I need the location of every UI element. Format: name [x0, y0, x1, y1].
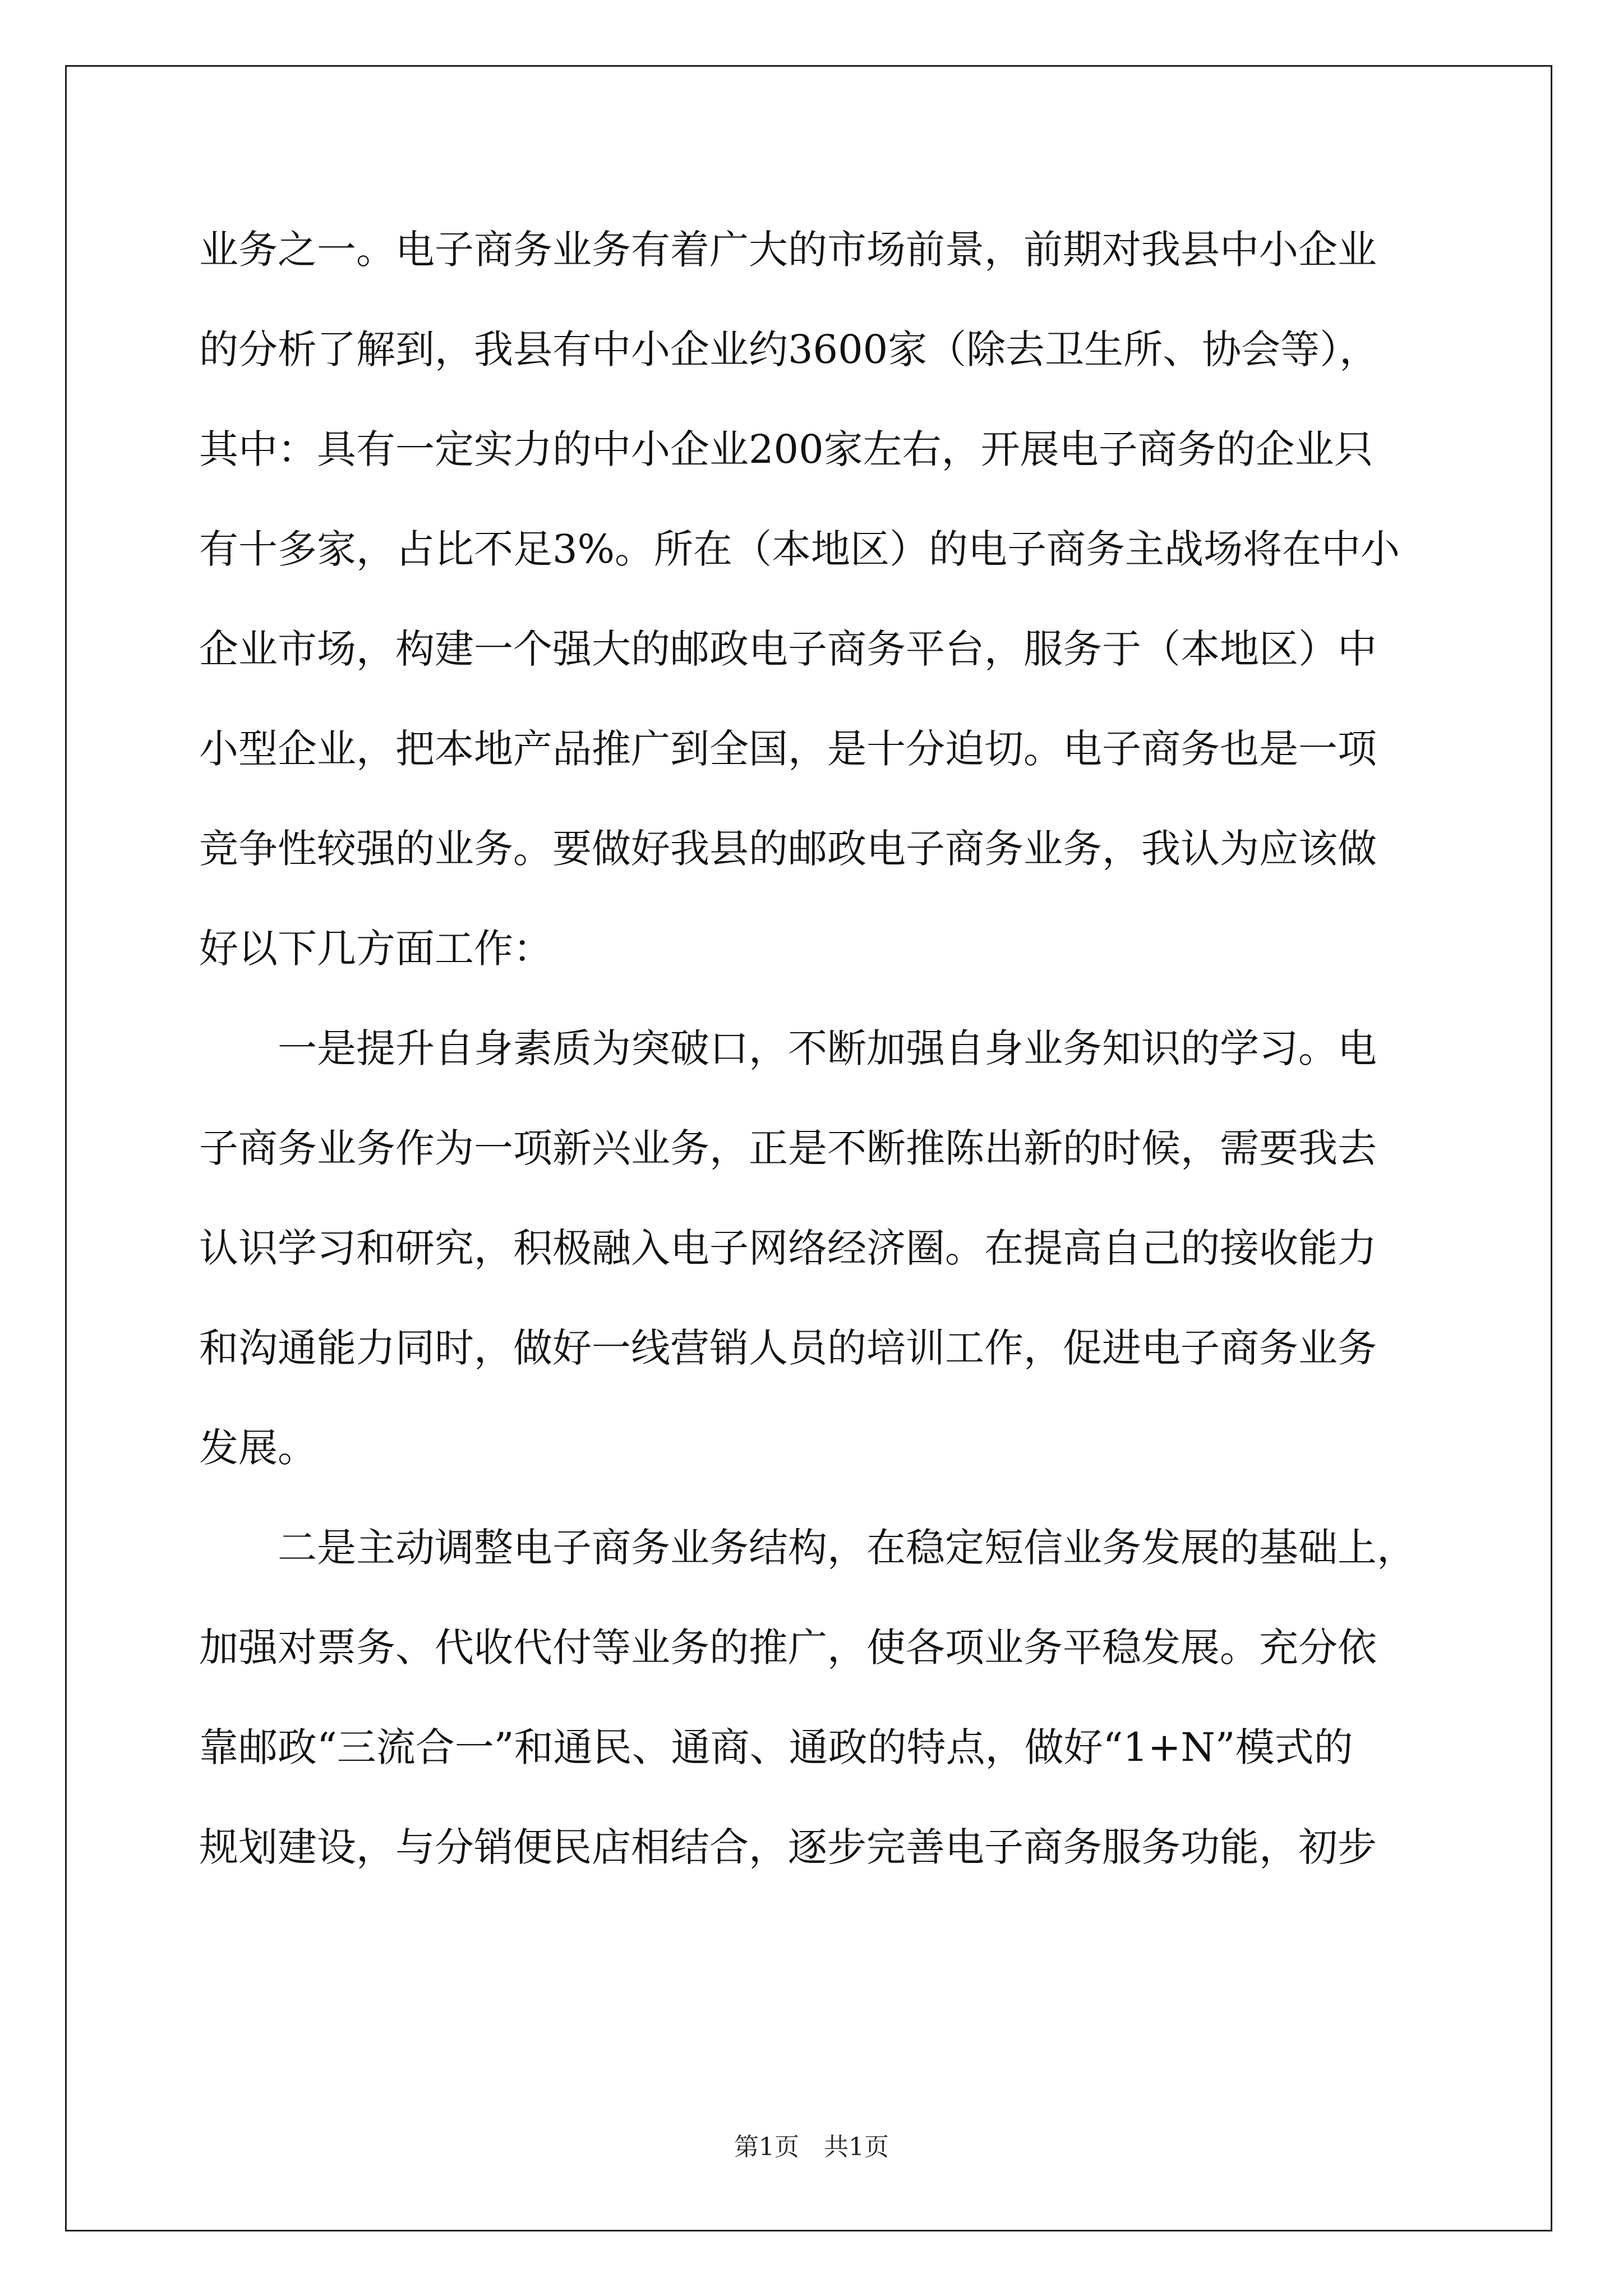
- paragraph-continuation: [199, 222, 1433, 1020]
- text-line: 发展。: [199, 1425, 317, 1471]
- text-line: 业务之一。电子商务业务有着广大的市场前景，前期对我县中小企业: [199, 227, 1377, 273]
- paragraph-point-one: [199, 1020, 1433, 1520]
- text-line: 好以下几方面工作：: [199, 926, 552, 972]
- text-line: 其中：具有一定实力的中小企业200家左右，开展电子商务的企业只: [199, 426, 1373, 472]
- text-line: 加强对票务、代收代付等业务的推广，使各项业务平稳发展。充分依: [199, 1625, 1377, 1671]
- page-footer: 第1页 共1页: [734, 2133, 889, 2161]
- text-line: 子商务业务作为一项新兴业务，正是不断推陈出新的时候，需要我去: [199, 1125, 1377, 1171]
- text-line: 有十多家，占比不足3%。所在（本地区）的电子商务主战场将在中小: [199, 526, 1400, 572]
- text-line: 小型企业，把本地产品推广到全国，是十分迫切。电子商务也是一项: [199, 726, 1377, 772]
- text-line: 二是主动调整电子商务业务结构，在稳定短信业务发展的基础上，: [199, 1525, 1416, 1571]
- text-line: 和沟通能力同时，做好一线营销人员的培训工作，促进电子商务业务: [199, 1325, 1377, 1371]
- text-line: 规划建设，与分销便民店相结合，逐步完善电子商务服务功能，初步: [199, 1824, 1377, 1870]
- text-line: 一是提升自身素质为突破口，不断加强自身业务知识的学习。电: [199, 1025, 1377, 1071]
- text-line: 靠邮政“三流合一”和通民、通商、通政的特点，做好“1+N”模式的: [199, 1724, 1353, 1770]
- text-line: 企业市场，构建一个强大的邮政电子商务平台，服务于（本地区）中: [199, 626, 1377, 672]
- text-line: 竞争性较强的业务。要做好我县的邮政电子商务业务，我认为应该做: [199, 826, 1377, 872]
- text-line: 认识学习和研究，积极融入电子网络经济圈。在提高自己的接收能力: [199, 1225, 1377, 1271]
- document-body: [199, 222, 1433, 1919]
- text-line: 的分析了解到，我县有中小企业约3600家（除去卫生所、协会等），: [199, 326, 1379, 372]
- paragraph-point-two: [199, 1520, 1433, 1919]
